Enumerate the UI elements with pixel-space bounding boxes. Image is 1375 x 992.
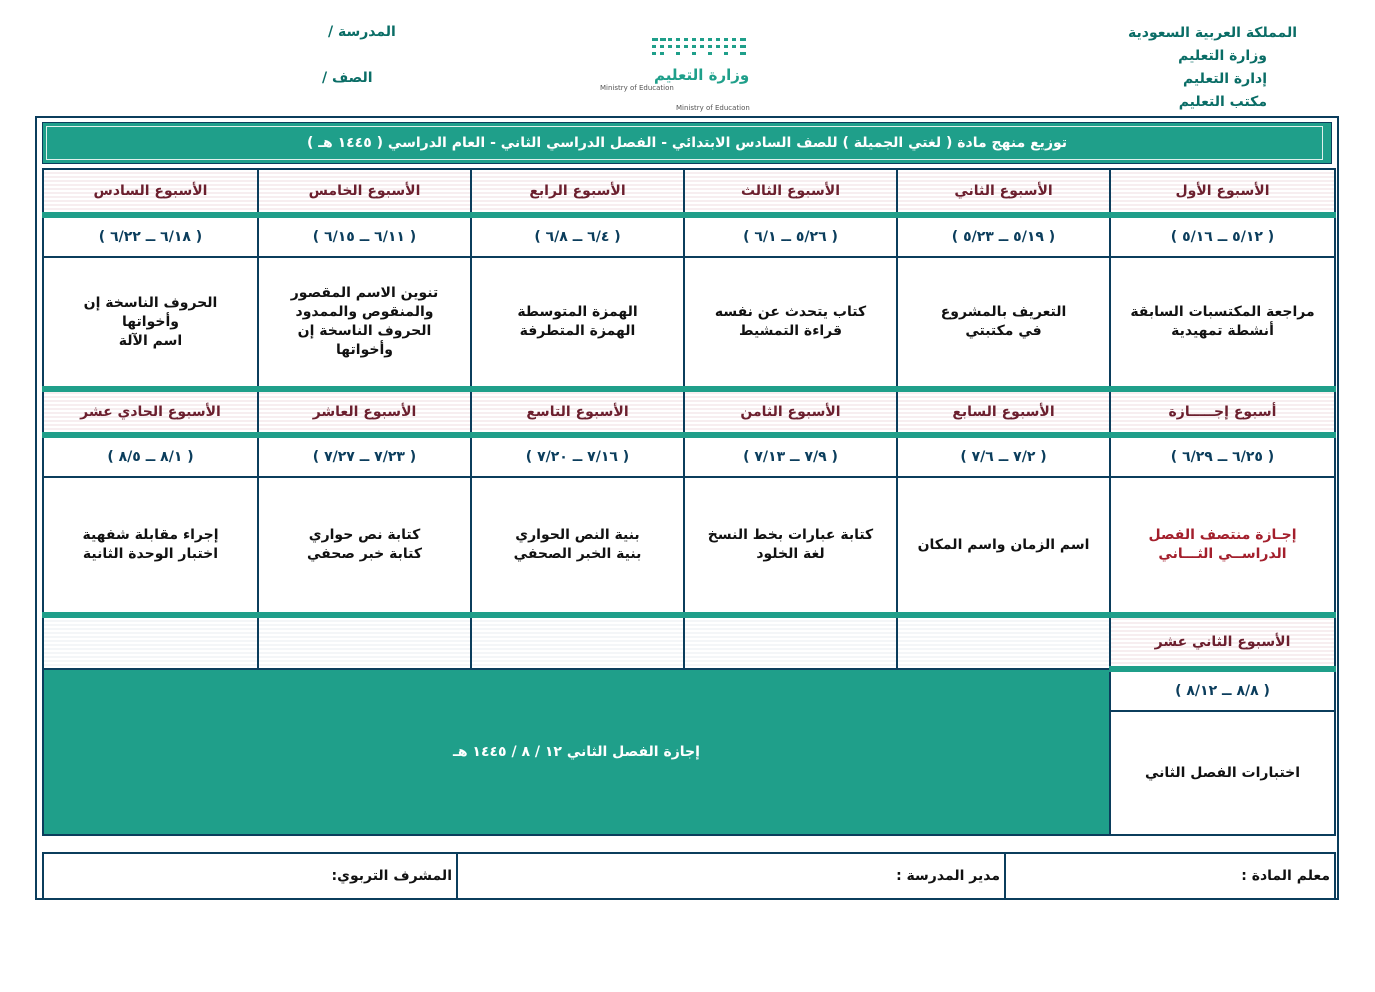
content-cell <box>43 477 258 615</box>
date-cell: ( ٨/٨ ــ ٨/١٢ ) <box>1110 669 1335 711</box>
content-cell <box>258 477 471 615</box>
logo-english: Ministry of Education <box>600 84 674 92</box>
date-cell: ( ٧/١٦ ــ ٧/٢٠ ) <box>471 435 684 477</box>
table-title: توزيع منهج مادة ( لغتي الجميلة ) للصف السادس الابتدائي - الفصل الدراسي الثاني - العام الدراسي ( ١٤٤٥ هـ ) <box>306 135 1068 151</box>
content-line: مراجعة المكتسبات السابقة <box>1130 304 1315 320</box>
week-cell: الأسبوع الخامس <box>258 169 471 215</box>
content-line: اسم الزمان واسم المكان <box>917 536 1090 553</box>
date-cell: ( ٦/١٨ ــ ٦/٢٢ ) <box>43 215 258 257</box>
content-line: الهمزة المتوسطة <box>517 304 638 320</box>
content-cell <box>1110 257 1335 389</box>
content-line: وأخواتها <box>336 342 393 358</box>
date-row-1 <box>43 215 1335 257</box>
empty-cell <box>43 615 258 669</box>
week-cell: الأسبوع السابع <box>897 389 1110 435</box>
empty-cell <box>258 615 471 669</box>
week-cell: الأسبوع الثامن <box>684 389 897 435</box>
week-cell: الأسبوع الحادي عشر <box>43 389 258 435</box>
week-cell: الأسبوع السادس <box>43 169 258 215</box>
logo-english-small: Ministry of Education <box>676 104 750 112</box>
week-cell: الأسبوع الثالث <box>684 169 897 215</box>
curriculum-table-frame <box>35 116 1339 900</box>
content-line: كتابة نص حواري <box>308 527 421 543</box>
date-row-3 <box>43 669 1335 711</box>
date-cell: ( ٨/١ ــ ٨/٥ ) <box>43 435 258 477</box>
school-label: المدرسة / <box>328 24 396 40</box>
week-cell: الأسبوع العاشر <box>258 389 471 435</box>
vacation-banner: إجازة الفصل الثاني ١٢ / ٨ / ١٤٤٥ هـ <box>43 669 1110 835</box>
week-header-row-1 <box>43 169 1335 215</box>
date-cell: ( ٧/٢٣ ــ ٧/٢٧ ) <box>258 435 471 477</box>
content-line: الهمزة المتطرفة <box>519 323 636 339</box>
content-cell <box>43 257 258 389</box>
content-line: والمنقوص والممدود <box>295 304 434 320</box>
date-cell: ( ٧/٩ ــ ٧/١٣ ) <box>684 435 897 477</box>
schedule-table <box>42 168 1336 836</box>
content-line: إجـازة منتصف الفصل <box>1148 527 1297 543</box>
title-bar <box>42 122 1332 164</box>
content-line: التعريف بالمشروع <box>940 304 1067 320</box>
date-cell: ( ٥/٢٦ ــ ٦/١ ) <box>684 215 897 257</box>
content-cell <box>897 477 1110 615</box>
office-text: مكتب التعليم <box>1178 94 1267 110</box>
administration-text: إدارة التعليم <box>1182 71 1267 87</box>
date-cell: ( ٦/٢٥ ــ ٦/٢٩ ) <box>1110 435 1335 477</box>
content-cell <box>258 257 471 389</box>
content-row-2 <box>43 477 1335 615</box>
logo-arabic: وزارة التعليم <box>654 66 750 84</box>
content-line: لغة الخلود <box>756 546 825 562</box>
date-cell: ( ٦/٤ ــ ٦/٨ ) <box>471 215 684 257</box>
content-line: الدراســي الثـــاني <box>1158 546 1287 562</box>
ministry-text: وزارة التعليم <box>1178 48 1267 64</box>
logo-dots <box>652 38 746 55</box>
exams-cell: اختبارات الفصل الثاني <box>1110 711 1335 835</box>
teacher-signature: معلم المادة : <box>1005 853 1335 899</box>
week-header-row-2 <box>43 389 1335 435</box>
date-cell: ( ٦/١١ ــ ٦/١٥ ) <box>258 215 471 257</box>
date-cell: ( ٥/١٢ ــ ٥/١٦ ) <box>1110 215 1335 257</box>
supervisor-signature: المشرف التربوي: <box>43 853 457 899</box>
week-cell: الأسبوع الثاني <box>897 169 1110 215</box>
signature-row <box>43 853 1335 899</box>
content-line: بنية النص الحواري <box>515 527 640 543</box>
content-line: أنشطة تمهيدية <box>1171 323 1274 339</box>
content-cell <box>471 257 684 389</box>
week-cell: الأسبوع الرابع <box>471 169 684 215</box>
content-cell <box>471 477 684 615</box>
empty-cell <box>684 615 897 669</box>
content-line: الحروف الناسخة إن <box>297 323 432 339</box>
content-cell <box>897 257 1110 389</box>
content-cell <box>1110 477 1335 615</box>
content-row-1 <box>43 257 1335 389</box>
week-cell: أسبوع إجـــــازة <box>1110 389 1335 435</box>
content-cell <box>684 477 897 615</box>
week-cell: الأسبوع التاسع <box>471 389 684 435</box>
content-line: قراءة التمشيط <box>738 323 843 339</box>
content-line: في مكتبتي <box>965 323 1042 339</box>
content-line: وأخواتها <box>122 313 179 330</box>
content-line: تنوين الاسم المقصور <box>290 285 439 301</box>
week-cell: الأسبوع الأول <box>1110 169 1335 215</box>
empty-cell <box>897 615 1110 669</box>
header-right <box>1128 22 1297 114</box>
content-line: الحروف الناسخة إن <box>83 294 218 311</box>
content-line: كتاب يتحدث عن نفسه <box>714 304 867 320</box>
content-cell <box>684 257 897 389</box>
class-label: الصف / <box>322 70 373 86</box>
content-line: كتابة خبر صحفي <box>307 546 422 562</box>
ministry-logo <box>596 34 756 114</box>
date-row-2 <box>43 435 1335 477</box>
content-line: اسم الآلة <box>118 332 183 349</box>
principal-signature: مدير المدرسة : <box>457 853 1005 899</box>
content-line: إجراء مقابلة شفهية <box>82 527 219 543</box>
content-line: بنية الخبر الصحفي <box>513 546 642 562</box>
date-cell: ( ٥/١٩ ــ ٥/٢٣ ) <box>897 215 1110 257</box>
empty-cell <box>471 615 684 669</box>
kingdom-text: المملكة العربية السعودية <box>1128 25 1297 41</box>
week-header-row-3 <box>43 615 1335 669</box>
content-line: اختبار الوحدة الثانية <box>82 546 219 562</box>
content-line: كتابة عبارات بخط النسخ <box>707 527 874 543</box>
date-cell: ( ٧/٢ ــ ٧/٦ ) <box>897 435 1110 477</box>
week-cell: الأسبوع الثاني عشر <box>1110 615 1335 669</box>
signature-table <box>42 852 1336 900</box>
